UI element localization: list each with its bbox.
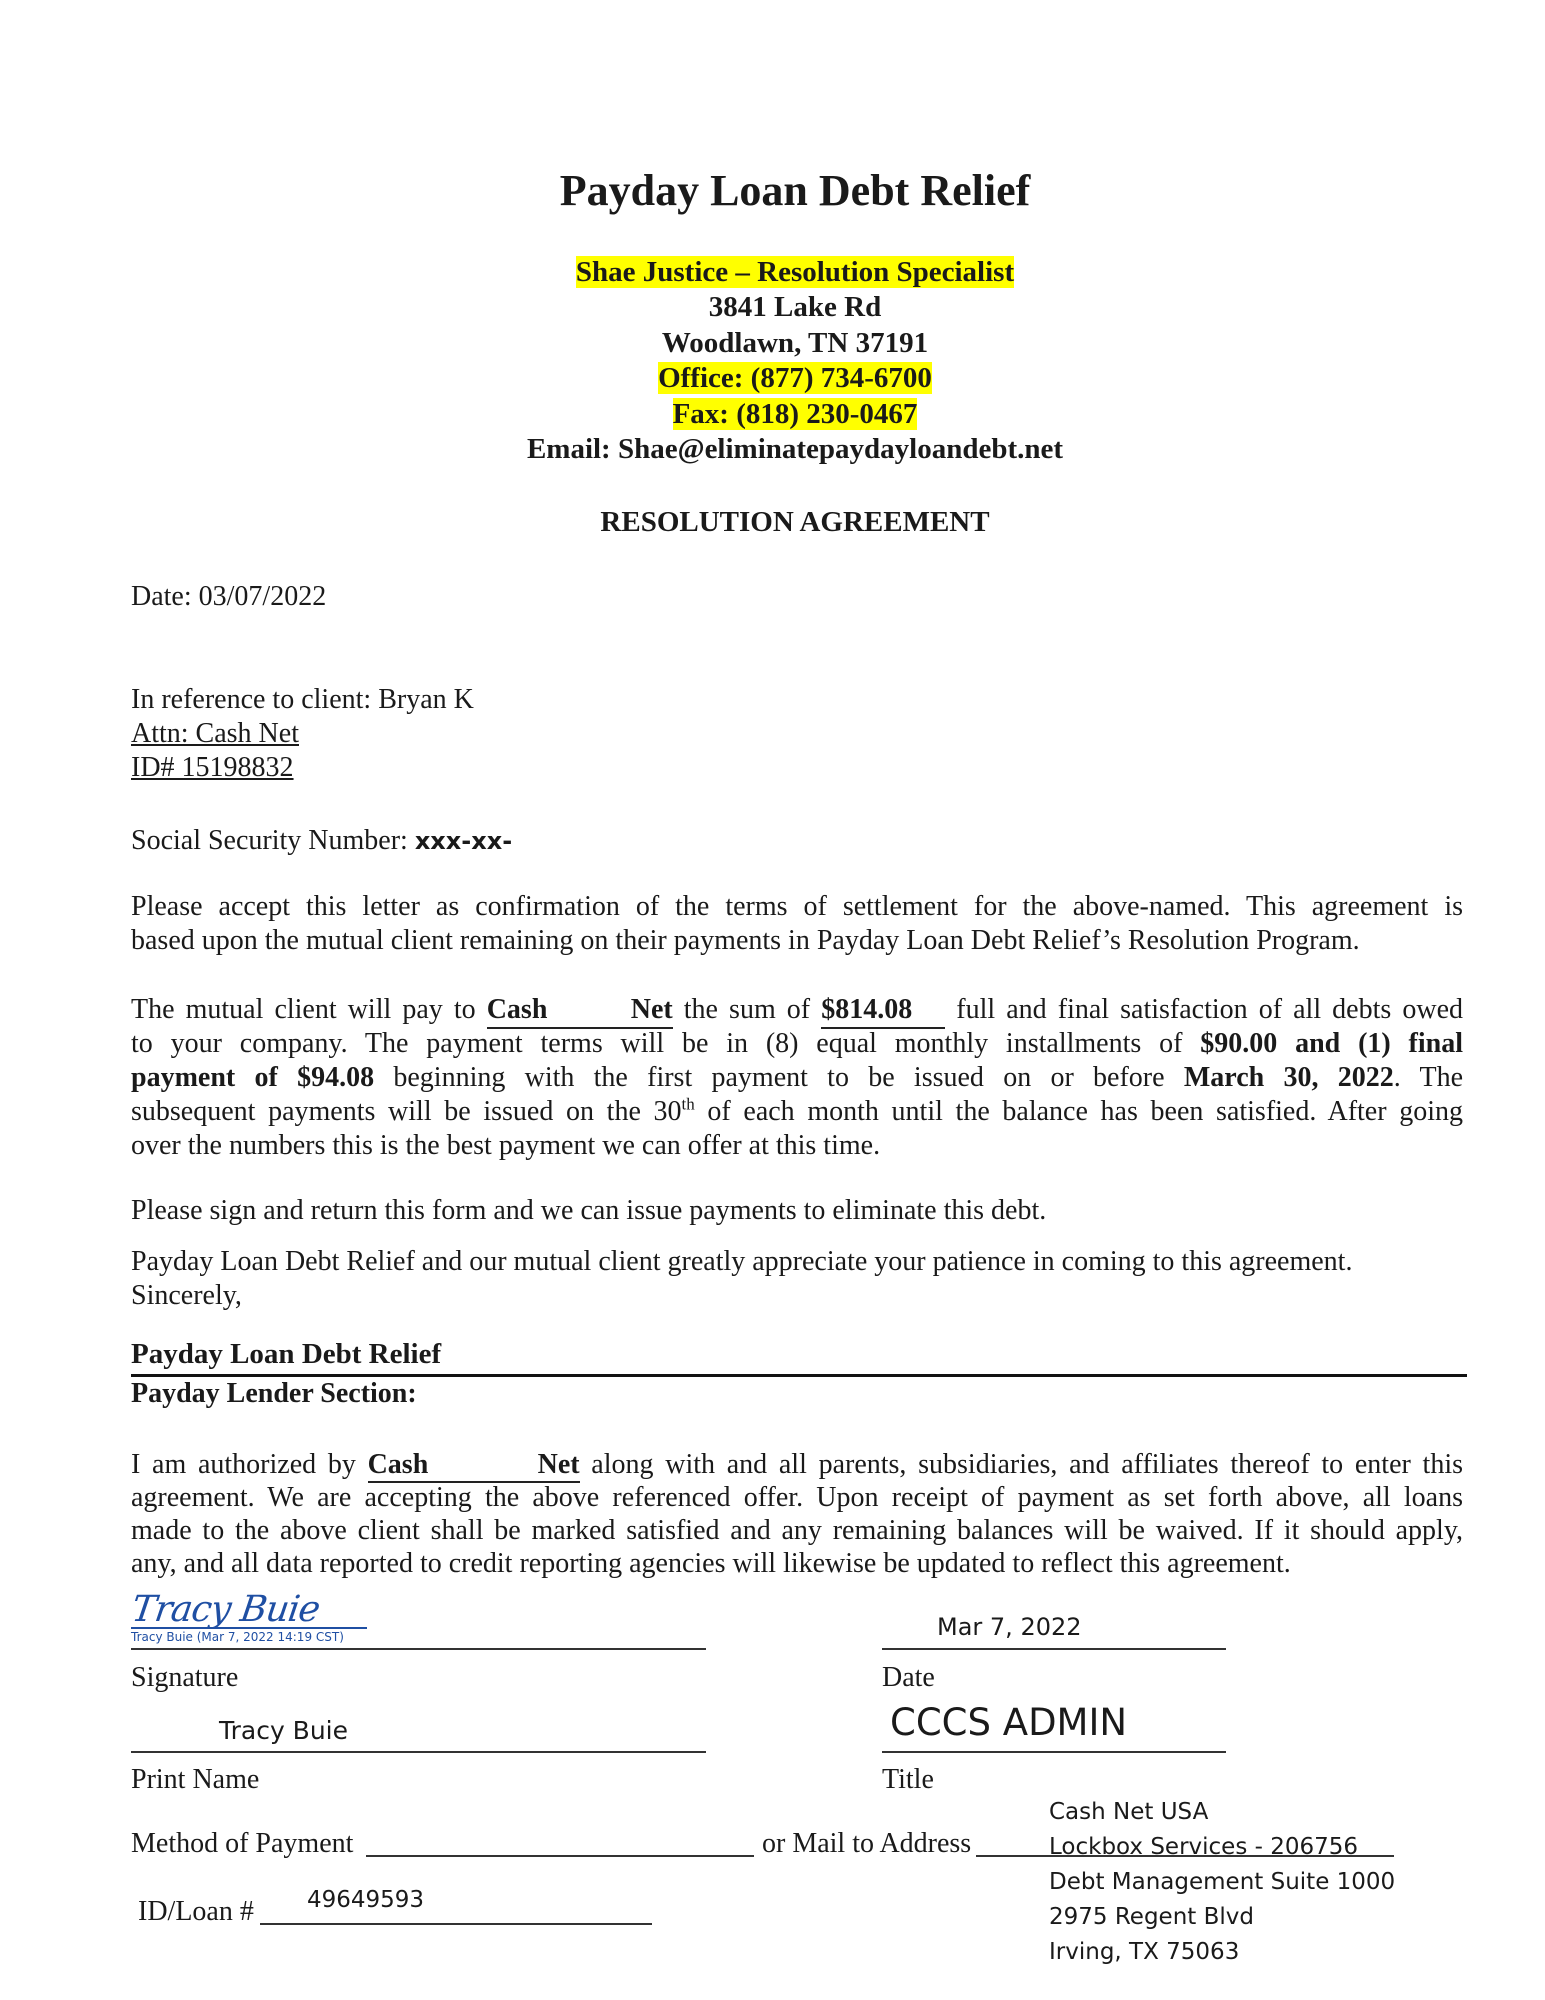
paragraph-4: Payday Loan Debt Relief and our mutual client greatly appreciate your patience in coming to this agreement. bbox=[131, 1246, 1353, 1277]
mail-address-line-5: Irving, TX 75063 bbox=[1049, 1939, 1240, 1965]
address-line-1: 3841 Lake Rd bbox=[708, 291, 882, 323]
p2-text-c: full and final satisfaction of all debts owed bbox=[956, 994, 1464, 1025]
signature-image[interactable]: Tracy Buie bbox=[129, 1589, 322, 1630]
amount-field: $814.08 bbox=[821, 993, 945, 1029]
p2-text-a: The mutual client will pay to bbox=[131, 994, 476, 1025]
specialist-name: Shae Justice – Resolution Specialist bbox=[575, 256, 1015, 288]
print-name-value[interactable]: Tracy Buie bbox=[219, 1716, 349, 1745]
p2-line4-text-a: subsequent payments will be issued on the 30 bbox=[131, 1096, 682, 1127]
lender-field: Cash Net bbox=[368, 1448, 580, 1483]
attn-line: Attn: Cash Net bbox=[131, 718, 299, 749]
creditor-field: Cash Net bbox=[487, 993, 673, 1029]
specialist-line bbox=[0, 256, 1545, 289]
date-line: Date: 03/07/2022 bbox=[131, 581, 327, 612]
p2-line3-text: beginning with the first payment to be issued on or before bbox=[393, 1062, 1165, 1093]
p2-line4-text-b: of each month until the balance has been satisfied. After going bbox=[694, 1096, 1463, 1127]
authorization-line-4: any, and all data reported to credit reporting agencies will likewise be updated to reflect this agreement. bbox=[131, 1548, 1291, 1579]
authorization-line-3: made to the above client shall be marked satisfied and any remaining balances will be waived. If it should apply, bbox=[131, 1515, 1463, 1546]
paragraph-3: Please sign and return this form and we can issue payments to eliminate this debt. bbox=[131, 1195, 1047, 1226]
method-of-payment-line[interactable] bbox=[366, 1855, 754, 1857]
fax-number: Fax: (818) 230-0467 bbox=[672, 398, 918, 430]
mail-address-line-3: Debt Management Suite 1000 bbox=[1049, 1869, 1396, 1895]
authorization-line-1 bbox=[131, 1448, 1463, 1483]
ssn-value: xxx-xx- bbox=[414, 827, 513, 855]
signature-stamp: Tracy Buie (Mar 7, 2022 14:19 CST) bbox=[131, 1630, 344, 1644]
mail-address-line-1: Cash Net USA bbox=[1049, 1799, 1209, 1825]
paragraph-1-line-2: based upon the mutual client remaining on their payments in Payday Loan Debt Relief’s Resolution Program. bbox=[131, 925, 1360, 956]
method-of-payment-label: Method of Payment bbox=[131, 1828, 354, 1859]
office-phone: Office: (877) 734-6700 bbox=[658, 362, 932, 394]
p2-line2-text: to your company. The payment terms will be in (8) equal monthly installments of bbox=[131, 1028, 1183, 1059]
signature-underline bbox=[131, 1627, 367, 1629]
section-divider bbox=[131, 1374, 1467, 1377]
p2-line3-end: . The bbox=[1393, 1062, 1464, 1093]
p2-line4-sup: th bbox=[681, 1094, 695, 1114]
document-title: Payday Loan Debt Relief bbox=[559, 166, 1031, 215]
auth-text-b: along with and all parents, subsidiaries, and affiliates thereof to enter this bbox=[591, 1449, 1463, 1480]
office-line bbox=[0, 362, 1545, 395]
p2-text-b: the sum of bbox=[683, 994, 811, 1025]
company-name: Payday Loan Debt Relief bbox=[131, 1338, 442, 1370]
signature-line[interactable] bbox=[131, 1648, 706, 1650]
address-line-2: Woodlawn, TN 37191 bbox=[661, 327, 929, 359]
mail-address-line-2: Lockbox Services - 206756 bbox=[1049, 1834, 1359, 1860]
mail-address-block bbox=[1049, 1795, 1395, 1970]
paragraph-2-line-5: over the numbers this is the best payment we can offer at this time. bbox=[131, 1130, 881, 1161]
print-name-line[interactable] bbox=[131, 1751, 706, 1753]
fax-line bbox=[0, 398, 1545, 431]
p2-installment-terms: $90.00 and (1) final bbox=[1200, 1028, 1464, 1059]
id-line: ID# 15198832 bbox=[131, 752, 294, 783]
paragraph-2-line-1 bbox=[131, 993, 1463, 1029]
auth-text-a: I am authorized by bbox=[131, 1449, 356, 1480]
paragraph-2-line-3 bbox=[131, 1061, 1463, 1095]
title-value[interactable]: CCCS ADMIN bbox=[890, 1701, 1128, 1744]
paragraph-2-line-4 bbox=[131, 1095, 1463, 1129]
ssn-line bbox=[131, 824, 512, 858]
lender-section-heading: Payday Lender Section: bbox=[131, 1378, 417, 1409]
closing: Sincerely, bbox=[131, 1280, 242, 1311]
agreement-heading: RESOLUTION AGREEMENT bbox=[600, 506, 990, 538]
loan-id-line[interactable] bbox=[260, 1923, 652, 1925]
ssn-label: Social Security Number: bbox=[131, 825, 408, 856]
date-line-field[interactable] bbox=[882, 1648, 1226, 1650]
mail-address-line-4: 2975 Regent Blvd bbox=[1049, 1904, 1254, 1930]
p2-start-date: March 30, 2022 bbox=[1183, 1062, 1394, 1093]
paragraph-1-line-1: Please accept this letter as confirmation of the terms of settlement for the above-named. This agreement is bbox=[131, 891, 1463, 922]
date-value[interactable]: Mar 7, 2022 bbox=[937, 1613, 1082, 1641]
date-label: Date bbox=[882, 1662, 935, 1693]
print-name-label: Print Name bbox=[131, 1764, 260, 1795]
mail-to-address-label: or Mail to Address bbox=[762, 1828, 972, 1859]
title-line[interactable] bbox=[882, 1751, 1226, 1753]
loan-id-value[interactable]: 49649593 bbox=[307, 1887, 425, 1913]
title-label: Title bbox=[882, 1764, 934, 1795]
loan-id-label: ID/Loan # bbox=[138, 1896, 254, 1927]
client-reference: In reference to client: Bryan K bbox=[131, 684, 474, 715]
paragraph-2-line-2 bbox=[131, 1027, 1463, 1061]
email-line: Email: Shae@eliminatepaydayloandebt.net bbox=[526, 433, 1064, 465]
signature-label: Signature bbox=[131, 1662, 239, 1693]
authorization-line-2: agreement. We are accepting the above referenced offer. Upon receipt of payment as set forth above, all loans bbox=[131, 1482, 1463, 1513]
p2-final-payment: payment of $94.08 bbox=[131, 1062, 375, 1093]
